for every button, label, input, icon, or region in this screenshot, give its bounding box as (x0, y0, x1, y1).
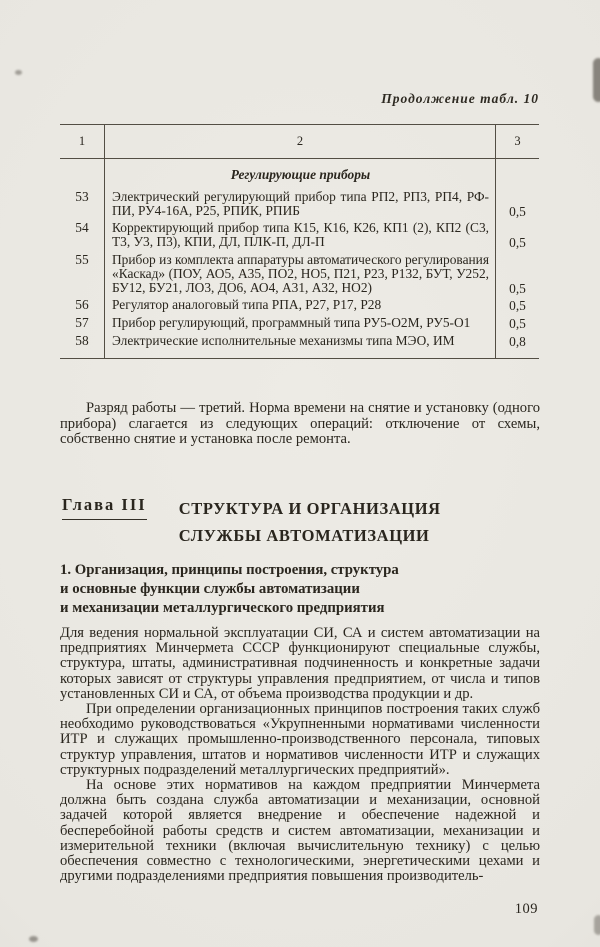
column-header-2: 2 (296, 133, 304, 148)
scan-artifact (594, 915, 600, 935)
row-description: Электрический регулирующий прибор типа РП2, РП3, РП4, РФ-ПИ, РУ4-16А, Р25, РПИК, РПИБ (112, 188, 489, 218)
row-number: 57 (60, 315, 105, 333)
row-number: 58 (60, 333, 105, 358)
paragraph: При определении организационных принципов построения таких служб необходимо руководствоваться «Укрупненными нормативами численности ИТР и служащих промышленно-производственного персонала, типовых структур управления, штатов и нормативов численности ИТР и служащих структурных подразделений металлургических предприятий». (60, 701, 540, 778)
row-value: 0,5 (495, 252, 539, 297)
table-continuation-label: Продолжение табл. 10 (381, 91, 539, 106)
table-row (60, 315, 539, 333)
section-heading: 1. Организация, принципы построения, структура и основные функции службы автоматизации и механизации металлургического предприятия (60, 562, 399, 616)
row-description: Прибор из комплекта аппаратуры автоматического регулирования «Каскад» (ПОУ, АО5, А35, ПО2, НО5, П21, Р23, Р132, БУТ, У252, БУ12, БУ21, ЛО3, ДО6, АО4, А31, А32, НО2) (112, 251, 489, 295)
page-number: 109 (514, 901, 538, 917)
table-row (60, 252, 539, 297)
table-body (60, 159, 539, 358)
chapter-title: СТРУКТУРА И ОРГАНИЗАЦИЯ СЛУЖБЫ АВТОМАТИЗАЦИИ (178, 499, 441, 545)
row-description: Корректирующий прибор типа К15, К16, К26, КП1 (2), КП2 (С3, Т3, У3, П3), КПИ, ДЛ, ПЛК-П, ДЛ-П (112, 220, 489, 250)
table-section-title: Регулирующие приборы (230, 167, 371, 182)
table-header-row (60, 125, 539, 159)
scan-artifact (29, 936, 38, 942)
chapter-heading (62, 495, 441, 549)
row-value: 0,5 (495, 297, 539, 315)
row-description: Прибор регулирующий, программный типа РУ5-О2М, РУ5-О1 (112, 315, 471, 331)
column-header-3: 3 (495, 125, 539, 158)
row-value: 0,8 (495, 333, 539, 358)
table-row (60, 333, 539, 358)
table-row (60, 220, 539, 252)
chapter-label: Глава III (62, 495, 147, 520)
column-header-1: 1 (60, 125, 105, 158)
row-number: 56 (60, 297, 105, 315)
row-value: 0,5 (495, 315, 539, 333)
table-section-row (60, 159, 539, 189)
row-value: 0,5 (495, 189, 539, 221)
norms-table (60, 124, 539, 359)
row-value: 0,5 (495, 220, 539, 252)
scan-artifact (593, 58, 600, 102)
row-description: Регулятор аналоговый типа РПА, Р27, Р17, Р28 (112, 297, 382, 313)
table-row (60, 189, 539, 221)
scan-artifact (15, 70, 22, 75)
row-description: Электрические исполнительные механизмы типа МЭО, ИМ (112, 332, 455, 348)
body-paragraphs (60, 626, 540, 884)
row-number: 53 (60, 189, 105, 221)
paragraph: На основе этих нормативов на каждом предприятии Минчермета должна быть создана служба автоматизации и механизации, основной задачей которой является внедрение и обеспечение надежной и бесперебойной работы средств и систем автоматизации, механизации и измерительной техники (включая вычислительную технику) с целью обеспечения совместно с технологическими, энергетическими цехами и другими подразделениями предприятия повышения производитель- (60, 777, 540, 885)
empty-cell (495, 159, 539, 189)
row-number: 55 (60, 252, 105, 297)
table-rows (60, 189, 539, 358)
note-paragraph: Разряд работы — третий. Норма времени на снятие и установку (одного прибора) слагается из следующих операций: отключение от схемы, собственно снятие и установка после ремонта. (60, 400, 540, 448)
table-row (60, 297, 539, 315)
paragraph: Для ведения нормальной эксплуатации СИ, СА и систем автоматизации на предприятиях Минчермета СССР функционируют специальные службы, структура, штаты, административная подчиненность и конкретные задачи которых зависят от структуры управления предприятием, от числа и типов установленных СИ и СА, от объема производства продукции и др. (60, 625, 540, 702)
row-number: 54 (60, 220, 105, 252)
empty-cell (60, 159, 105, 189)
